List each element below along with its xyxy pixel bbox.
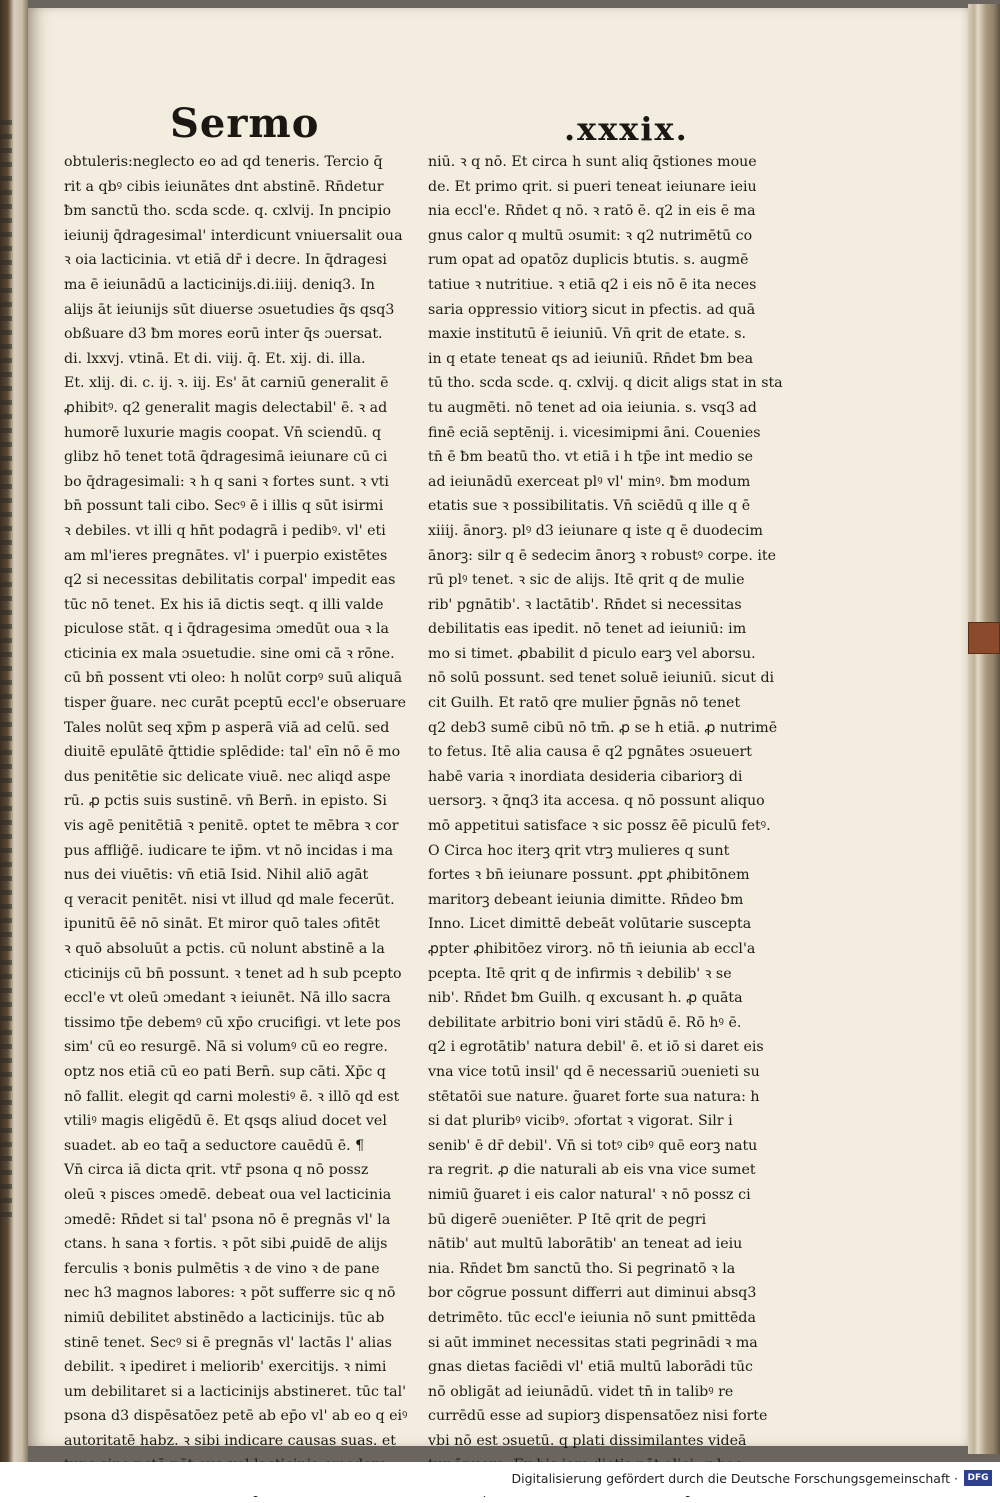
text-line: mō appetitui satisface ꝛ sic possz ēē piculū fetꝰ.: [428, 818, 771, 835]
text-line: ānorꝫ: silr q ē sedecim ānorꝫ ꝛ robustꝰ corpe. ite: [428, 547, 776, 564]
text-line: xiiij. ānorꝫ. plꝰ d3 ieiunare q iste q ē duodecim: [428, 522, 763, 539]
text-line: um debilitaret si a lacticinijs abstineret. tūc tal': [64, 1383, 407, 1400]
text-line: vtiliꝰ magis eligēdū ē. Et qsqs aliud docet vel: [64, 1113, 387, 1130]
text-line: Inno. Licet dimittē debeāt volūtarie suscepta: [428, 916, 752, 933]
text-line: bor cōgrue possunt differri aut diminui absq3: [428, 1285, 757, 1302]
text-line: rū. ꝓ pctis suis sustinē. vn̄ Bern̄. in episto. Si: [64, 793, 387, 810]
text-line: in q etate teneat qs ad ieiuniū. Rn̄det ƀm bea: [428, 350, 754, 367]
text-line: nimiū g̃uaret i eis calor natural' ꝛ nō possz ci: [428, 1186, 751, 1203]
footer-bar: [0, 1462, 1000, 1496]
text-line: O Circa hoc iterꝫ qrit vtrꝫ mulieres q sunt: [428, 842, 730, 859]
text-line: ꝛ quō absoluūt a pctis. cū nolunt abstinē a la: [64, 941, 385, 957]
text-line: optz nos etiā cū eo pati Bern̄. sup cāti. Xp̄c q: [64, 1063, 386, 1080]
text-line: cit Guilh. Et ratō qre mulier p̄gnās nō tenet: [428, 695, 741, 712]
text-line: ma ē ieiunādū a lacticinijs.di.iiij. deniq3. In: [64, 276, 375, 293]
text-line: nō obligāt ad ieiunādū. videt tn̄ in talibꝰ re: [428, 1383, 734, 1400]
text-line: ƀm sanctū tho. scda scde. q. cxlvij. In pncipio: [64, 203, 392, 220]
text-line: tūc nō tenet. Ex his iā dictis seqt. q illi valde: [64, 596, 384, 613]
text-line: psona d3 dispēsatōez petē ab ep̄o vl' ab eo q eiꝰ: [64, 1408, 408, 1425]
text-line: cū bn̄ possent vti oleo: h nolūt corpꝰ suū aliquā: [64, 670, 403, 687]
text-line: ieiunij q̄dragesimal' interdicunt vniuersalit oua: [64, 227, 403, 244]
text-line: nātib' aut multū laborātib' an teneat ad ieiu: [428, 1236, 743, 1253]
text-line: tu augmēti. nō tenet ad oia ieiunia. s. vsq3 ad: [428, 399, 757, 416]
text-line: nō fallit. elegit qd carni molestiꝰ ē. ꝛ illō qd est: [64, 1088, 400, 1105]
running-head: [28, 94, 970, 154]
text-line: suadet. ab eo taq̄ a seductore cauēdū ē. ¶: [64, 1137, 365, 1154]
right-text-column: [428, 150, 790, 1503]
text-line: de. Et primo qrit. si pueri teneat ieiunare ieiu: [428, 178, 757, 195]
text-line: stētatōi sue nature. g̃uaret forte sua natura: h: [428, 1088, 760, 1105]
text-line: rit a qbꝰ cibis ieiunātes dnt abstinē. Rn̄detur: [64, 178, 384, 195]
text-line: nimiū debilitet abstinēdo a lacticinijs. tūc ab: [64, 1309, 385, 1326]
text-line: nib'. Rn̄det ƀm Guilh. q excusant h. ꝓ quāta: [428, 990, 743, 1007]
text-line: debilitate arbitrio boni viri stādū ē. Rō hꝰ ē.: [428, 1014, 742, 1031]
text-line: q2 deb3 sumē cibū nō tm̄. ꝓ se h etiā. ꝓ nutrimē: [428, 719, 778, 736]
text-line: pcepta. Itē qrit q de infirmis ꝛ debilib' ꝛ se: [428, 965, 732, 982]
text-line: pus afflig̃ē. iudicare te ip̄m. vt nō incidas i ma: [64, 842, 394, 859]
text-line: ctans. h sana ꝛ fortis. ꝛ pōt sibi ꝓuidē de alijs: [64, 1236, 388, 1253]
running-head-left: Sermo: [170, 100, 320, 147]
text-line: tatiue ꝛ nutritiue. ꝛ etiā q2 i eis nō ē ita neces: [428, 276, 757, 293]
text-line: cticinijs cū bn̄ possunt. ꝛ tenet ad h sub pcepto: [64, 965, 402, 982]
text-line: ꝓpter ꝓhibitōez virorꝫ. nō tn̄ ieiunia ab eccl'a: [428, 941, 756, 957]
text-line: tisper g̃uare. nec curāt pceptū eccl'e obseruare: [64, 695, 407, 712]
text-line: vbi nō est ɔsuetū. q plati dissimilantes videā: [428, 1432, 747, 1449]
running-head-folio: .xxxix.: [564, 110, 689, 148]
text-line: gnus calor q multū ɔsumit: ꝛ q2 nutrimētū co: [428, 227, 753, 244]
text-line: Vn̄ circa iā dicta qrit. vtr̄ psona q nō possz: [64, 1162, 369, 1179]
text-line: ɔmedē: Rn̄det si tal' psona nō ē pregnās vl' la: [64, 1211, 391, 1228]
text-line: to fetus. Itē alia causa ē q2 pgnātes ɔsueuert: [428, 744, 752, 761]
text-line: q veracit penitēt. nisi vt illud qd male fecerūt.: [64, 891, 395, 908]
text-line: cticinia ex mala ɔsuetudie. sine omi cā ꝛ rōne.: [64, 645, 395, 662]
text-line: rib' pgnātib'. ꝛ lactātib'. Rn̄det si necessitas: [428, 596, 742, 613]
text-line: stinē tenet. Secꝰ si ē pregnās vl' lactās l' alias: [64, 1334, 392, 1351]
text-line: senib' ē dr̄ debil'. Vn̄ si totꝰ cibꝰ quē eorꝫ natu: [428, 1137, 758, 1154]
bookmark-tab: [968, 622, 1000, 654]
text-line: nec h3 magnos labores: ꝛ pōt sufferre sic q nō: [64, 1285, 396, 1302]
text-line: fortes ꝛ bn̄ ieiunare possunt. ꝓpt ꝓhibitōnem: [428, 867, 750, 884]
text-line: rū plꝰ tenet. ꝛ sic de alijs. Itē qrit q de mulie: [428, 572, 745, 589]
text-line: autoritatē habz. ꝛ sibi indicare causas suas. et: [64, 1432, 397, 1449]
book-page: [28, 8, 970, 1449]
text-line: vna vice totū insil' qd ē necessariū ɔuenieti su: [428, 1063, 760, 1080]
text-line: mo si timet. ꝓbabilit d piculo earꝫ vel aborsu.: [428, 645, 756, 662]
text-line: nia. Rn̄det ƀm sanctū tho. Si pegrinatō ꝛ la: [428, 1260, 736, 1277]
text-line: si aūt imminet necessitas stati pegrinādi ꝛ ma: [428, 1334, 758, 1351]
text-line: ipunitū ēē nō sināt. Et miror quō tales ɔfitēt: [64, 916, 380, 933]
left-page-text-sliver: [0, 120, 12, 1220]
text-line: debilit. ꝛ ipediret i meliorib' exercitijs. ꝛ nimi: [64, 1359, 387, 1376]
text-line: debilitatis eas ipedit. nō tenet ad ieiuniū: im: [428, 621, 747, 638]
funding-credit: Digitalisierung gefördert durch die Deutsche Forschungsgemeinschaft ·: [511, 1471, 958, 1486]
text-line: etatis sue ꝛ possibilitatis. Vn̄ sciēdū q ille q ē: [428, 498, 751, 515]
page-fore-edge: [968, 4, 1000, 1454]
text-line: eccl'e vt oleū ɔmedant ꝛ ieiunēt. Nā illo sacra: [64, 990, 391, 1007]
text-line: ra regrit. ꝓ die naturali ab eis vna vice sumet: [428, 1162, 756, 1179]
text-line: ꝛ debiles. vt illi q hn̄t podagrā i pedibꝰ. vl' eti: [64, 522, 386, 539]
text-line: ꝓhibitꝰ. q2 generalit magis delectabil' ē. ꝛ ad: [64, 399, 388, 416]
text-line: piculose stāt. q i q̄dragesima ɔmedūt oua ꝛ la: [64, 621, 389, 638]
text-line: habē varia ꝛ inordiata desideria cibariorꝫ di: [428, 768, 743, 785]
text-line: vis agē penitētiā ꝛ penitē. optet te mēbra ꝛ cor: [64, 818, 399, 835]
text-line: bū digerē ɔueniēter. P Itē qrit de pegri: [428, 1211, 707, 1228]
text-line: sim' cū eo resurgē. Nā si volumꝰ cū eo regre.: [64, 1039, 388, 1056]
text-line: obßuare d3 ƀm mores eorū inter q̄s ɔuersat.: [64, 326, 383, 343]
text-line: q2 i egrotātib' natura debil' ē. et iō si daret eis: [428, 1039, 764, 1056]
text-line: niū. ꝛ q nō. Et circa h sunt aliq q̄stiones moue: [428, 154, 757, 170]
text-line: finē eciā septēnij. i. vicesimipmi āni. Couenies: [428, 424, 761, 441]
text-line: bo q̄dragesimali: ꝛ h q sani ꝛ fortes sunt. ꝛ vti: [64, 473, 389, 490]
text-line: tn̄ ē ƀm beatū tho. vt etiā i h tp̄e int medio se: [428, 449, 754, 466]
text-line: detrimēto. tūc eccl'e ieiunia nō sunt pmittēda: [428, 1309, 756, 1326]
text-line: dus penitētie sic delicate viuē. nec aliqd aspe: [64, 768, 391, 785]
text-line: maxie institutū ē ieiuniū. Vn̄ qrit de etate. s.: [428, 326, 747, 343]
text-line: glibz hō tenet totā q̄dragesimā ieiunare cū ci: [64, 449, 388, 466]
text-line: ad ieiunādū exerceat plꝰ vl' minꝰ. ƀm modum: [428, 473, 751, 490]
text-line: nia eccl'e. Rn̄det q nō. ꝛ ratō ē. q2 in eis ē ma: [428, 203, 756, 220]
text-line: q2 si necessitas debilitatis corpal' impedit eas: [64, 572, 396, 589]
text-line: humorē luxurie magis coopat. Vn̄ sciendū. q: [64, 424, 382, 441]
text-line: ꝛ oia lacticinia. vt etiā dr̄ i decre. In q̄dragesi: [64, 252, 387, 269]
text-line: tissimo tp̄e debemꝰ cū xp̄o crucifigi. vt lete pos: [64, 1014, 401, 1031]
text-line: currēdū esse ad supiorꝫ dispensatōez nisi forte: [428, 1408, 768, 1425]
text-line: oleū ꝛ pisces ɔmedē. debeat oua vel lacticinia: [64, 1186, 392, 1203]
text-line: gnas dietas faciēdi vl' etiā multū laborādi tūc: [428, 1359, 753, 1376]
dfg-logo-icon: DFG: [964, 1470, 992, 1486]
text-line: nus dei viuētis: vn̄ etiā Isid. Nihil aliō agāt: [64, 867, 369, 884]
text-line: alijs āt ieiunijs sūt diuerse ɔsuetudies q̄s qsq3: [64, 301, 395, 318]
text-line: nō solū possunt. sed tenet soluē ieiuniū. sicut di: [428, 670, 775, 687]
text-line: diuitē epulātē q̄ttidie splēdide: tal' eīn nō ē mo: [64, 744, 401, 761]
text-line: am ml'ieres pregnātes. vl' i puerpio existētes: [64, 547, 388, 564]
text-line: bn̄ possunt tali cibo. Secꝰ ē i illis q sūt isirmi: [64, 498, 384, 515]
text-line: obtuleris:neglecto eo ad qd teneris. Tercio q̄: [64, 154, 383, 170]
left-text-column: [64, 150, 428, 1503]
text-line: Tales nolūt seq xp̄m p asperā viā ad celū. sed: [64, 719, 390, 736]
text-line: maritorꝫ debeant ieiunia dimitte. Rn̄deo ƀm: [428, 891, 744, 908]
text-line: saria oppressio vitiorꝫ sicut in pfectis. ad quā: [428, 301, 756, 318]
text-line: uersorꝫ. ꝛ q̄nq3 ita accesa. q nō possunt aliquo: [428, 793, 765, 810]
text-line: tū tho. scda scde. q. cxlvij. q dicit aligs stat in sta: [428, 375, 783, 392]
text-line: ferculis ꝛ bonis pulmētis ꝛ de vino ꝛ de pane: [64, 1260, 380, 1277]
text-line: si dat pluribꝰ vicibꝰ. ɔfortat ꝛ vigorat. Silr i: [428, 1113, 733, 1130]
text-line: di. lxxvj. vtinā. Et di. viij. q̄. Et. xij. di. illa.: [64, 350, 366, 367]
text-line: rum opat ad opatōz duplicis btutis. s. augmē: [428, 252, 749, 269]
text-line: Et. xlij. di. c. ij. ꝛ. iij. Es' āt carniū generalit ē: [64, 375, 389, 392]
